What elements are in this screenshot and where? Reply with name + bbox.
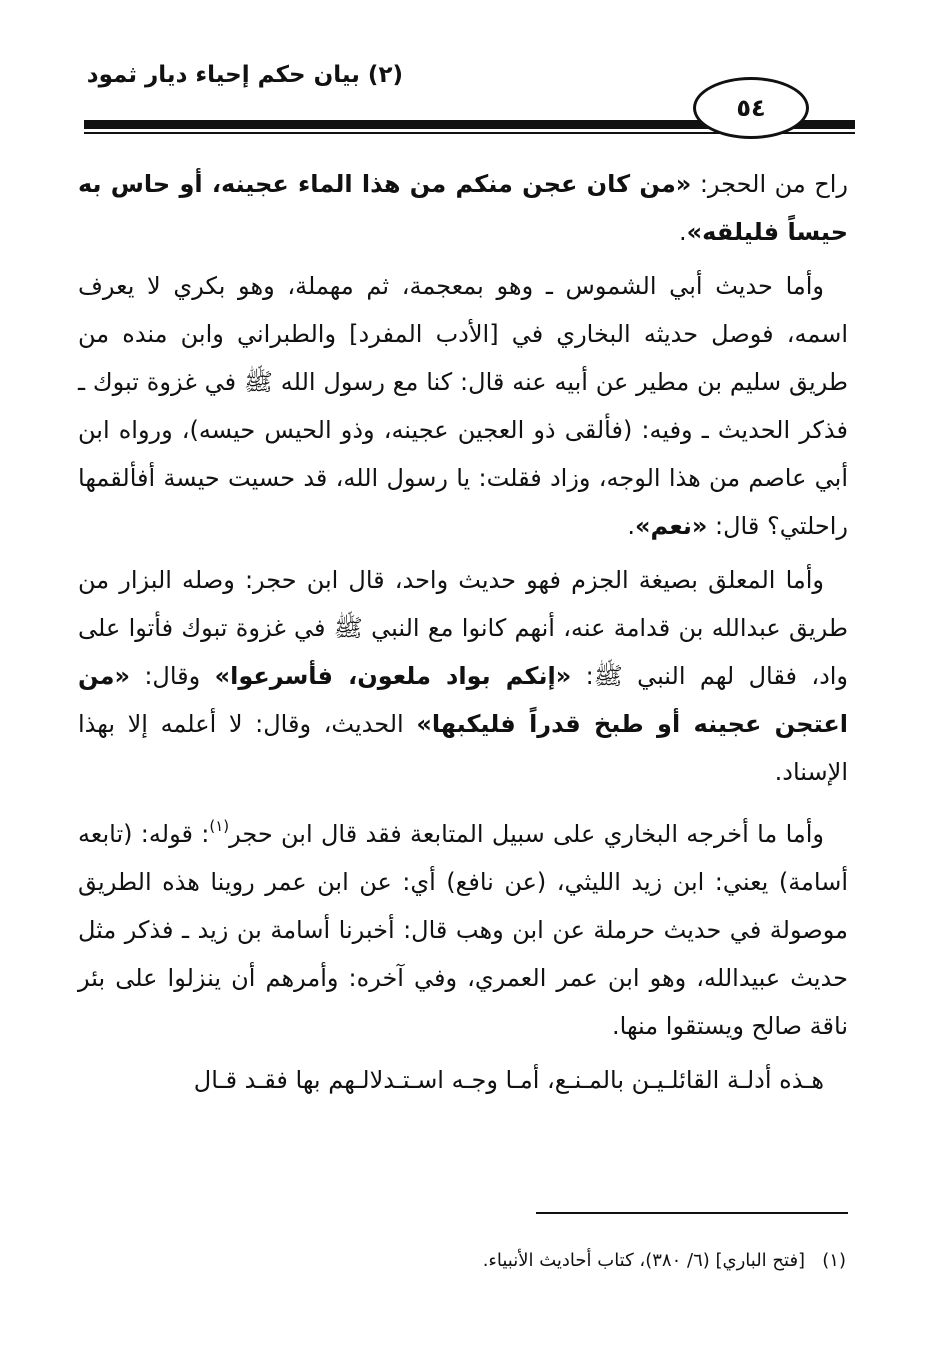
- hadith-quote: «إنكم بواد ملعون، فأسرعوا»: [214, 662, 572, 690]
- page-number: [693, 77, 809, 139]
- paragraph-3-text: وقال:: [129, 662, 215, 690]
- paragraph-5: [78, 1056, 848, 1104]
- hadith-quote: «نعم»: [635, 512, 708, 540]
- running-title: (٢) بيان حكم إحياء ديار ثمود: [86, 62, 403, 88]
- footnote: [483, 1250, 846, 1271]
- body-text: [78, 160, 848, 1110]
- paragraph-5-text: هـذه أدلـة القائلـيـن بالمـنـع، أمـا وجـه اسـتـدلالـهم بها فقـد قـال: [193, 1066, 824, 1094]
- paragraph-3-end: الحديث، وقال: لا أعلمه إلا بهذا الإسناد.: [78, 710, 848, 786]
- footnote-reference: (١): [209, 817, 230, 835]
- paragraph-3-text: وأما المعلق بصيغة الجزم فهو حديث واحد، قال ابن حجر: وصله البزار من طريق عبدالله بن قدامة عنه، أنهم كانوا مع النبي ﷺ في غزوة تبوك فأتوا على واد، فقال لهم النبي ﷺ:: [78, 566, 849, 690]
- page-number-text: ٥٤: [736, 94, 766, 122]
- paragraph-4: [78, 802, 848, 1050]
- hadith-quote: «من كان عجن منكم من هذا الماء عجينه، أو حاس به حيساً فليلقه»: [78, 170, 848, 246]
- paragraph-2-text: وأما حديث أبي الشموس ـ وهو بمعجمة، ثم مهملة، وهو بكري لا يعرف اسمه، فوصل حديثه البخاري في [الأدب المفرد] والطبراني وابن منده من طريق سليم بن مطير عن أبيه عنه قال: كنا مع رسول الله ﷺ في غزوة تبوك ـ فذكر الحديث ـ وفيه: (فألقى ذو العجين عجينه، وذو الحيس حيسه)، ورواه ابن أبي عاصم من هذا الوجه، وزاد فقلت: يا رسول الله، قد حسيت حيسة أفألقمها راحلتي؟ قال:: [78, 272, 848, 540]
- paragraph-1-end: .: [679, 218, 687, 246]
- paragraph-1-text: راح من الحجر:: [691, 170, 848, 198]
- footnote-separator: [536, 1212, 848, 1214]
- footnote-number: (١): [822, 1250, 846, 1271]
- paragraph-2: [78, 262, 848, 550]
- paragraph-3: [78, 556, 848, 796]
- paragraph-1: [78, 160, 848, 256]
- paragraph-2-end: .: [627, 512, 636, 540]
- footnote-text: [فتح الباري] (٦/ ٣٨٠)، كتاب أحاديث الأنبياء.: [482, 1250, 806, 1271]
- hadith-quote: «من اعتجن عجينه أو طبخ قدراً فليكبها»: [78, 662, 848, 738]
- paragraph-4-text: وأما ما أخرجه البخاري على سبيل المتابعة فقد قال ابن حجر: [229, 820, 824, 848]
- paragraph-4-text: : قوله: (تابعه أسامة) يعني: ابن زيد الليثي، (عن نافع) أي: عن ابن عمر روينا هذه الطريق موصولة في حديث حرملة عن ابن وهب قال: أخبرنا أسامة بن زيد ـ فذكر مثل حديث عبيدالله، وهو ابن عمر العمري، وفي آخره: وأمرهم أن ينزلوا على بئر ناقة صالح ويستقوا منها.: [78, 820, 848, 1040]
